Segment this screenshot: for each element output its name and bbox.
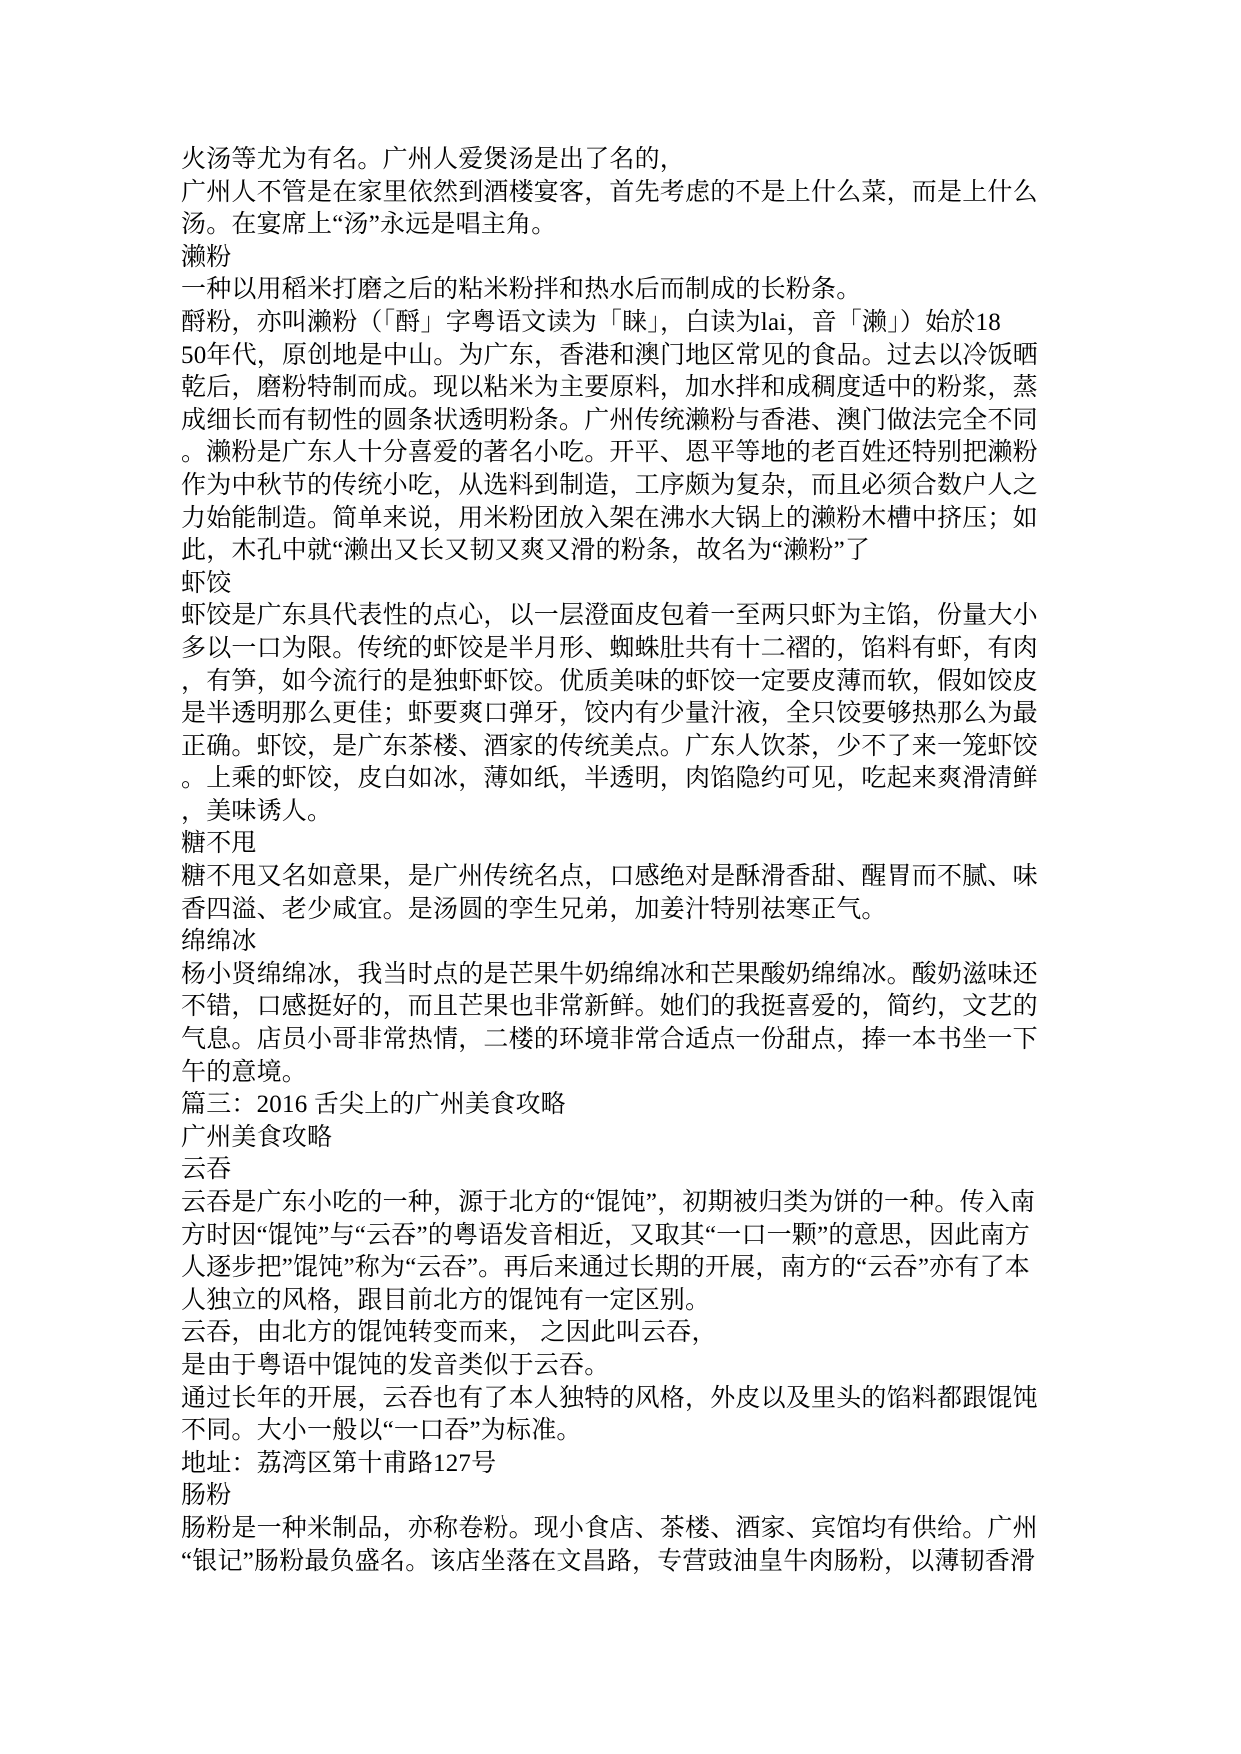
text-line: 广州美食攻略 [181, 1123, 333, 1151]
text-line: 肠粉是一种米制品，亦称卷粉。现小食店、茶楼、酒家、宾馆均有供给。广州 [181, 1514, 1038, 1542]
text-line: 方时因“馄饨”与“云吞”的粤语发音相近，又取其“一口一颗”的意思，因此南方 [181, 1221, 1030, 1249]
text-line: 。上乘的虾饺，皮白如冰，薄如纸，半透明，肉馅隐约可见，吃起来爽滑清鲜 [181, 765, 1038, 793]
text-line: 午的意境。 [181, 1058, 308, 1086]
text-line: 作为中秋节的传统小吃，从选料到制造，工序颇为复杂，而且必须合数户人之 [181, 471, 1038, 499]
document-text-block [181, 144, 1071, 1578]
text-line: 糖不甩又名如意果，是广州传统名点，口感绝对是酥滑香甜、醒胃而不腻、味 [181, 863, 1038, 891]
text-line: 50年代，原创地是中山。为广东，香港和澳门地区常见的食品。过去以冷饭晒 [181, 341, 1039, 369]
text-line: 气息。店员小哥非常热情，二楼的环境非常合适点一份甜点，捧一本书坐一下 [181, 1026, 1038, 1054]
text-line: 肠粉 [181, 1482, 232, 1510]
text-line: ，美味诱人。 [181, 797, 333, 825]
text-line: 通过长年的开展，云吞也有了本人独特的风格，外皮以及里头的馅料都跟馄饨 [181, 1384, 1038, 1412]
text-line: 人独立的风格，跟目前北方的馄饨有一定区别。 [181, 1286, 711, 1314]
text-line: ，有笋，如今流行的是独虾虾饺。优质美味的虾饺一定要皮薄而软，假如饺皮 [181, 667, 1038, 695]
text-line: 成细长而有韧性的圆条状透明粉条。广州传统濑粉与香港、澳门做法完全不同 [181, 406, 1038, 434]
text-line: “银记”肠粉最负盛名。该店坐落在文昌路，专营豉油皇牛肉肠粉，以薄韧香滑 [181, 1547, 1036, 1575]
text-line: 云吞，由北方的馄饨转变而来， 之因此叫云吞， [181, 1319, 717, 1347]
text-line: 糖不甩 [181, 830, 257, 858]
text-line: 力始能制造。简单来说，用米粉团放入架在沸水大锅上的濑粉木槽中挤压；如 [181, 504, 1038, 532]
text-line: 绵绵冰 [181, 928, 257, 956]
text-line: 篇三：2016 舌尖上的广州美食攻略 [181, 1091, 566, 1119]
text-line: 一种以用稻米打磨之后的粘米粉拌和热水后而制成的长粉条。 [181, 276, 862, 304]
text-line: 是由于粤语中馄饨的发音类似于云吞。 [181, 1351, 610, 1379]
text-line: 多以一口为限。传统的虾饺是半月形、蜘蛛肚共有十二褶的，馅料有虾，有肉 [181, 634, 1038, 662]
text-line: 云吞是广东小吃的一种，源于北方的“馄饨”，初期被归类为饼的一种。传入南 [181, 1189, 1036, 1216]
text-line: 正确。虾饺，是广东茶楼、酒家的传统美点。广东人饮茶，少不了来一笼虾饺 [181, 732, 1038, 760]
text-line: 虾饺是广东具代表性的点心，以一层澄面皮包着一至两只虾为主馅，份量大小 [181, 602, 1038, 630]
text-line: 地址：荔湾区第十甫路127号 [181, 1449, 497, 1477]
text-line: 云吞 [181, 1156, 232, 1184]
text-line: 濑粉 [181, 243, 232, 271]
text-line: 汤。在宴席上“汤”永远是唱主角。 [181, 211, 557, 239]
text-line: 此，木孔中就“濑出又长又韧又爽又滑的粉条，故名为“濑粉”了 [181, 537, 871, 565]
text-line: 乾后，磨粉特制而成。现以粘米为主要原料，加水拌和成稠度适中的粉浆，蒸 [181, 374, 1038, 402]
text-line: 香四溢、老少咸宜。是汤圆的孪生兄弟，加姜汁特别祛寒正气。 [181, 895, 887, 923]
text-line: 杨小贤绵绵冰，我当时点的是芒果牛奶绵绵冰和芒果酸奶绵绵冰。酸奶滋味还 [181, 960, 1038, 988]
text-line: 。濑粉是广东人十分喜爱的著名小吃。开平、恩平等地的老百姓还特别把濑粉 [181, 439, 1038, 467]
text-line: 不同。大小一般以“一口吞”为标准。 [181, 1417, 582, 1445]
text-line: 不错，口感挺好的，而且芒果也非常新鲜。她们的我挺喜爱的，简约，文艺的 [181, 993, 1038, 1021]
text-line: 广州人不管是在家里依然到酒楼宴客，首先考虑的不是上什么菜，而是上什么 [181, 178, 1038, 206]
text-line: 是半透明那么更佳；虾要爽口弹牙，饺内有少量汁液，全只饺要够热那么为最 [181, 700, 1038, 728]
text-line: 虾饺 [181, 569, 232, 597]
text-line: 人逐步把”馄饨”称为“云吞”。再后来通过长期的开展，南方的“云吞”亦有了本 [181, 1254, 1030, 1282]
text-line: 酹粉，亦叫濑粉（「酹」字粤语文读为「睐」，白读为lai，音「濑」）始於18 [181, 308, 1001, 336]
text-line: 火汤等尤为有名。广州人爱煲汤是出了名的， [181, 146, 686, 173]
